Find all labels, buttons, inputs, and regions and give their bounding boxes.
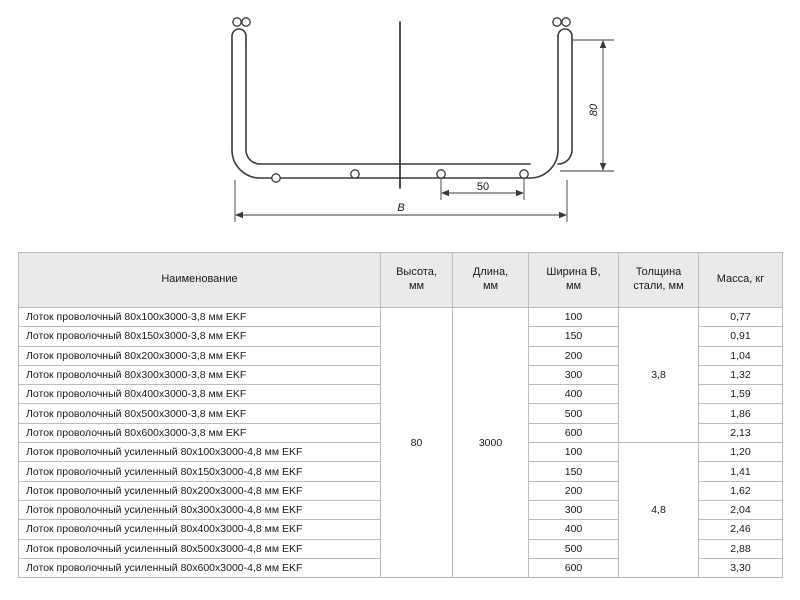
cell-mass: 0,77 — [699, 308, 783, 327]
cell-mass: 1,04 — [699, 346, 783, 365]
tray-cross-section-diagram — [0, 0, 800, 240]
cell-width: 600 — [529, 423, 619, 442]
header-mass-line1: Масса, кг — [716, 273, 765, 286]
cell-width: 600 — [529, 558, 619, 577]
pitch-dimension-label: 50 — [476, 181, 490, 193]
cell-mass: 1,62 — [699, 481, 783, 500]
header-length-line1: Длина, — [472, 266, 509, 279]
cell-width: 150 — [529, 462, 619, 481]
height-dimension — [560, 40, 614, 171]
cell-name: Лоток проволочный усиленный 80х600х3000-4,8 мм EKF — [19, 558, 381, 577]
height-dimension-label: 80 — [588, 103, 600, 117]
header-mass — [699, 253, 783, 308]
cell-mass: 1,86 — [699, 404, 783, 423]
cell-thickness-merged-1: 3,8 — [619, 308, 699, 443]
cell-mass: 2,04 — [699, 500, 783, 519]
cell-width: 400 — [529, 520, 619, 539]
header-thickness-line1: Толщина — [635, 266, 682, 279]
cell-mass: 0,91 — [699, 327, 783, 346]
cell-name: Лоток проволочный 80х400х3000-3,8 мм EKF — [19, 385, 381, 404]
cell-name: Лоток проволочный усиленный 80х500х3000-4,8 мм EKF — [19, 539, 381, 558]
cell-width: 500 — [529, 404, 619, 423]
cell-width: 400 — [529, 385, 619, 404]
cell-mass: 1,59 — [699, 385, 783, 404]
cell-mass: 1,41 — [699, 462, 783, 481]
table-header-row — [19, 253, 783, 308]
cell-width: 200 — [529, 346, 619, 365]
cell-name: Лоток проволочный усиленный 80х200х3000-4,8 мм EKF — [19, 481, 381, 500]
cell-name: Лоток проволочный 80х150х3000-3,8 мм EKF — [19, 327, 381, 346]
width-dimension-label: B — [397, 202, 405, 214]
cell-width: 200 — [529, 481, 619, 500]
header-thickness-line2: стали, мм — [633, 280, 684, 292]
cell-name: Лоток проволочный 80х100х3000-3,8 мм EKF — [19, 308, 381, 327]
header-width-line1: Ширина B, — [546, 266, 601, 279]
cell-mass: 3,30 — [699, 558, 783, 577]
cell-width: 300 — [529, 500, 619, 519]
header-height-line1: Высота, — [396, 266, 437, 279]
cell-name: Лоток проволочный 80х300х3000-3,8 мм EKF — [19, 365, 381, 384]
header-name-line1: Наименование — [161, 273, 238, 286]
tray-profile — [232, 22, 572, 188]
cell-width: 100 — [529, 443, 619, 462]
cell-width: 100 — [529, 308, 619, 327]
header-width — [529, 253, 619, 308]
cell-thickness-merged-2: 4,8 — [619, 443, 699, 578]
table-row — [19, 308, 783, 327]
width-dimension — [235, 180, 567, 222]
header-thickness — [619, 253, 699, 308]
cell-mass: 1,20 — [699, 443, 783, 462]
cell-width: 300 — [529, 365, 619, 384]
header-width-line2: мм — [565, 280, 582, 292]
cell-height-merged: 80 — [381, 308, 453, 578]
cell-mass: 1,32 — [699, 365, 783, 384]
cell-name: Лоток проволочный усиленный 80х400х3000-4,8 мм EKF — [19, 520, 381, 539]
cell-width: 500 — [529, 539, 619, 558]
cell-mass: 2,88 — [699, 539, 783, 558]
header-name — [19, 253, 381, 308]
specification-table-wrapper — [18, 252, 782, 578]
cell-length-merged: 3000 — [453, 308, 529, 578]
cell-name: Лоток проволочный 80х600х3000-3,8 мм EKF — [19, 423, 381, 442]
cell-width: 150 — [529, 327, 619, 346]
header-height — [381, 253, 453, 308]
cross-wire-nodes — [233, 18, 570, 182]
cell-mass: 2,13 — [699, 423, 783, 442]
cell-mass: 2,46 — [699, 520, 783, 539]
cell-name: Лоток проволочный 80х200х3000-3,8 мм EKF — [19, 346, 381, 365]
cell-name: Лоток проволочный усиленный 80х150х3000-4,8 мм EKF — [19, 462, 381, 481]
header-height-line2: мм — [408, 280, 425, 292]
cell-name: Лоток проволочный усиленный 80х300х3000-4,8 мм EKF — [19, 500, 381, 519]
cell-name: Лоток проволочный усиленный 80х100х3000-4,8 мм EKF — [19, 443, 381, 462]
header-length-line2: мм — [482, 280, 499, 292]
header-length — [453, 253, 529, 308]
specification-table — [18, 252, 783, 578]
cell-name: Лоток проволочный 80х500х3000-3,8 мм EKF — [19, 404, 381, 423]
